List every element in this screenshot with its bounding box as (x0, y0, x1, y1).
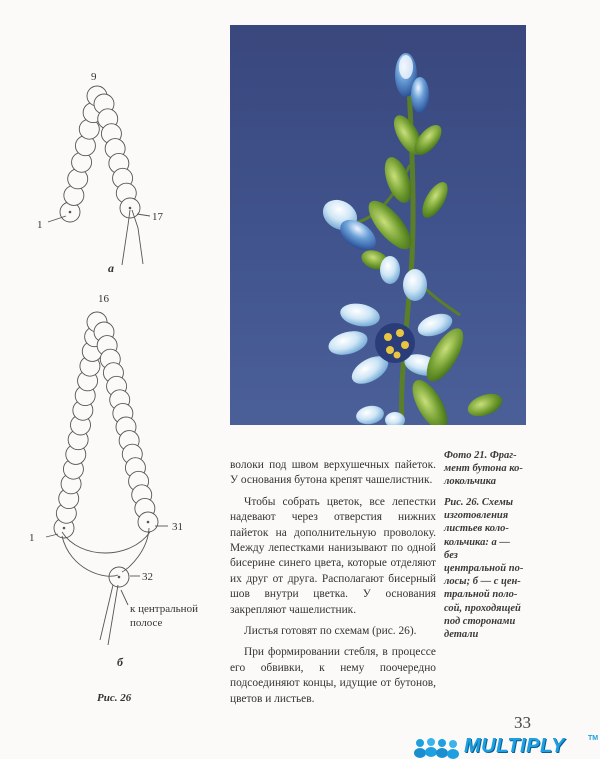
figure-caption-line: под сторонами (444, 615, 516, 627)
figure-caption-main: Рис. 26 (97, 692, 132, 704)
figure-caption-line: Рис. 26. Схемы (444, 497, 514, 508)
body-paragraph-1: волоки под швом верхушечных пайеток. У основания бутона крепят чашелистник. (230, 459, 436, 487)
fig-a-right-number: 17 (152, 211, 163, 223)
fig-a-left-number: 1 (37, 219, 43, 231)
figure-caption (444, 496, 524, 641)
fig-b-left-number: 1 (29, 532, 35, 544)
photo-caption (444, 449, 524, 489)
photo-caption-line: мент бутона ко- (444, 463, 523, 475)
sequin-chain-a (60, 86, 140, 222)
bead-flower-photo (230, 25, 526, 425)
fig-b-label: б (117, 655, 123, 669)
fig-b-annotation-line1: к центральной (130, 603, 198, 615)
sequin-32-hole (118, 576, 121, 579)
trademark: TM (588, 735, 599, 742)
body-text (230, 458, 436, 713)
photo-caption-line: Фото 21. Фраг- (444, 450, 517, 461)
people-logo-icon (412, 737, 462, 759)
watermark-text: MULTIPLY (464, 735, 566, 757)
sequin-hole (129, 207, 132, 210)
figure-caption-line: листьев коло- (444, 523, 509, 535)
sequin-hole (63, 527, 66, 530)
fig-b-top-number: 16 (98, 293, 109, 305)
multiply-watermark (412, 735, 600, 759)
sequin-hole (147, 521, 150, 524)
sequin-chain-b (54, 312, 158, 538)
figure-caption-line: лосы; б — с цен- (444, 576, 521, 588)
body-paragraph-3: Листья готовят по схемам (рис. 26). (244, 625, 417, 638)
fig-b-annotation-line2: полосе (130, 617, 163, 629)
body-paragraph-2: Чтобы собрать цветок, все лепестки надевают через отверстия нижних пайеток на дополнительную проволоку. Между лепестками нанизывают по одной бисерине синего цвета, которые отделяют их друг от друга. Располагают бисерный шов внутри цветка. У основания закрепляют чашелистник. (230, 495, 436, 616)
figure-26-diagrams (0, 0, 230, 720)
body-paragraph-4: При формировании стебля, в процессе его обвивки, к нему поочередно подсоединяют концы, идущие от бутонов, цветов и листьев. (230, 646, 436, 705)
figure-caption-line: детали (444, 629, 479, 641)
figure-caption-line: изготовления (444, 510, 509, 522)
sequin-hole (69, 211, 72, 214)
figure-caption-line: кольчика: а — без (444, 536, 510, 561)
figure-caption-line: тральной поло- (444, 589, 518, 601)
fig-a-label: а (108, 261, 114, 275)
figure-caption-line: центральной по- (444, 563, 524, 575)
page-number: 33 (514, 713, 531, 732)
fig-a-top-number: 9 (91, 71, 97, 83)
photo-caption-line: локольчика (444, 476, 496, 488)
figure-caption-line: сой, проходящей (444, 602, 521, 614)
fig-b-bottom-number: 32 (142, 571, 153, 583)
fig-b-right-number: 31 (172, 521, 183, 533)
